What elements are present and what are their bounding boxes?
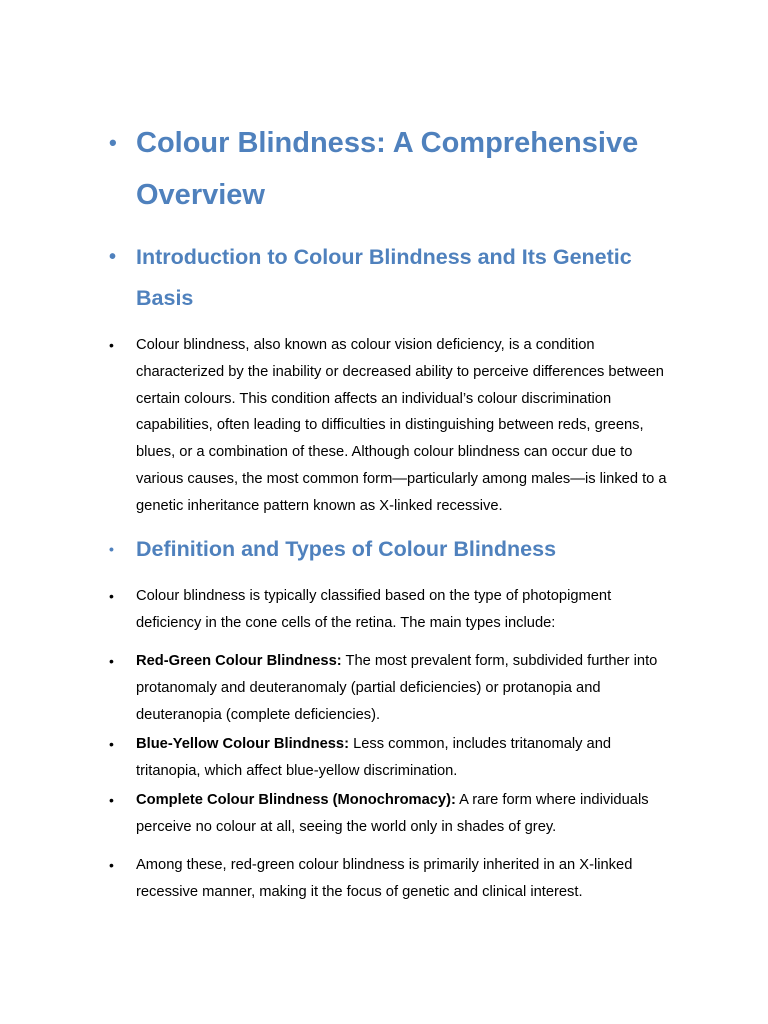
bullet-marker: • xyxy=(109,653,114,669)
type-description: The most prevalent form, subdivided further into protanomaly and deuteranomaly (partial deficiencies) or protanopia and deuteranopia (complete deficiencies). xyxy=(136,653,658,723)
section-heading-text: Introduction to Colour Blindness and Its Genetic Basis xyxy=(136,245,632,310)
type-term: Complete Colour Blindness (Monochromacy): xyxy=(136,792,456,808)
type-description: Less common, includes tritanomaly and tritanopia, which affect blue-yellow discrimination. xyxy=(136,736,612,779)
type-term: Blue-Yellow Colour Blindness: xyxy=(136,736,349,752)
closing-paragraph-text: Among these, red-green colour blindness is primarily inherited in an X-linked recessive manner, making it the focus of genetic and clinical interest. xyxy=(136,857,633,900)
closing-paragraph xyxy=(109,852,656,906)
intro-paragraph xyxy=(109,332,682,520)
document-title xyxy=(109,117,686,221)
type-item-blue-yellow xyxy=(109,731,656,785)
section-heading-introduction xyxy=(109,237,686,319)
bullet-marker: • xyxy=(109,130,117,155)
bullet-marker: • xyxy=(109,736,114,752)
type-description: A rare form where individuals perceive no colour at all, seeing the world only in shades of grey. xyxy=(136,792,649,835)
types-intro-text: Colour blindness is typically classified based on the type of photopigment deficiency in the cone cells of the retina. The main types include: xyxy=(136,588,612,631)
bullet-marker: • xyxy=(109,246,117,268)
intro-paragraph-text: Colour blindness, also known as colour vision deficiency, is a condition characterized by the inability or decreased ability to perceive differences between certain colours. This condition affects an individual’s colour discrimination capabilities, often leading to difficulties in distinguishing between reds, greens, blues, or a combination of these. Although colour blindness can occur due to various causes, the most common form—particularly among males—is linked to a genetic inheritance pattern known as X-linked recessive. xyxy=(136,337,667,514)
type-term: Red-Green Colour Blindness: xyxy=(136,653,342,669)
bullet-marker: • xyxy=(109,337,114,353)
types-intro-paragraph xyxy=(109,583,656,637)
bullet-marker: • xyxy=(109,541,114,557)
bullet-marker: • xyxy=(109,588,114,604)
title-text: Colour Blindness: A Comprehensive Overview xyxy=(136,127,639,211)
section-heading-definition xyxy=(109,529,686,570)
bullet-marker: • xyxy=(109,792,114,808)
type-item-monochromacy xyxy=(109,787,676,841)
type-item-red-green xyxy=(109,648,681,728)
section-heading-text: Definition and Types of Colour Blindness xyxy=(136,537,557,561)
bullet-marker: • xyxy=(109,857,114,873)
